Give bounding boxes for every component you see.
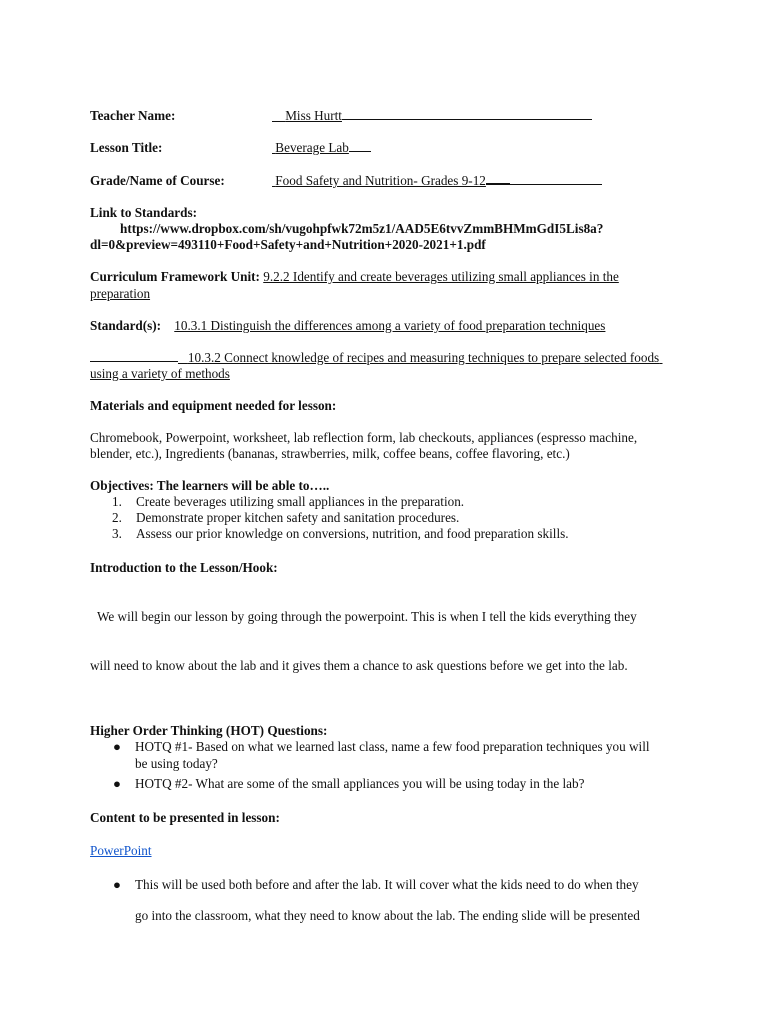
intro-heading: Introduction to the Lesson/Hook: xyxy=(90,560,278,575)
lesson-title-label: Lesson Title: xyxy=(90,140,163,155)
hotq1-line2: be using today? xyxy=(135,756,218,771)
materials-line2: blender, etc.), Ingredients (bananas, strawberries, milk, coffee beans, coffee flavoring, etc.) xyxy=(90,446,570,461)
bullet-icon: ● xyxy=(113,739,121,754)
objectives-heading: Objectives: The learners will be able to….. xyxy=(90,478,330,493)
objective-item: 1. Create beverages utilizing small appliances in the preparation. xyxy=(112,494,465,509)
curriculum-label: Curriculum Framework Unit: xyxy=(90,269,260,284)
standards-label: Standard(s): xyxy=(90,318,162,333)
powerpoint-link[interactable]: PowerPoint xyxy=(90,843,152,858)
materials-line1: Chromebook, Powerpoint, worksheet, lab reflection form, lab checkouts, appliances (espresso machine, xyxy=(90,430,638,445)
curriculum-line2: preparation xyxy=(90,286,151,301)
materials-heading: Materials and equipment needed for lesson: xyxy=(90,398,337,413)
content-heading: Content to be presented in lesson: xyxy=(90,810,280,825)
objective-item: 3. Assess our prior knowledge on conversions, nutrition, and food preparation skills. xyxy=(112,526,569,541)
course-label: Grade/Name of Course: xyxy=(90,173,225,188)
course-value: Food Safety and Nutrition- Grades 9-12 xyxy=(272,173,602,189)
standards-row-2 xyxy=(90,350,663,366)
content-line2: go into the classroom, what they need to know about the lab. The ending slide will be presented xyxy=(135,908,640,923)
intro-line2: will need to know about the lab and it gives them a chance to ask questions before we get into the lab. xyxy=(90,658,628,673)
standard-1032: 10.3.2 Connect knowledge of recipes and measuring techniques to prepare selected foods xyxy=(187,350,660,365)
teacher-name-label: Teacher Name: xyxy=(90,108,176,123)
bullet-icon: ● xyxy=(113,877,121,892)
teacher-name-value: Miss Hurtt xyxy=(272,108,592,124)
standards-row-3: using a variety of methods xyxy=(90,366,230,381)
standards-url-line1: https://www.dropbox.com/sh/vugohpfwk72m5z1/AAD5E6tvvZmmBHMmGdI5Lis8a? xyxy=(120,221,604,236)
standards-url-line2: dl=0&preview=493110+Food+Safety+and+Nutrition+2020-2021+1.pdf xyxy=(90,237,486,252)
standard-1031: 10.3.1 Distinguish the differences among a variety of food preparation techniques xyxy=(174,318,606,333)
hot-heading: Higher Order Thinking (HOT) Questions: xyxy=(90,723,328,738)
standards-row-1 xyxy=(90,318,605,334)
hotq2: HOTQ #2- What are some of the small appliances you will be using today in the lab? xyxy=(135,776,585,791)
bullet-icon: ● xyxy=(113,776,121,791)
standards-link-label: Link to Standards: xyxy=(90,205,198,220)
lesson-title-value: Beverage Lab xyxy=(272,140,371,156)
curriculum-line1 xyxy=(90,269,619,285)
curriculum-text: 9.2.2 Identify and create beverages utilizing small appliances in the xyxy=(263,269,619,284)
objective-item: 2. Demonstrate proper kitchen safety and sanitation procedures. xyxy=(112,510,460,525)
hotq1-line1: HOTQ #1- Based on what we learned last class, name a few food preparation techniques you will xyxy=(135,739,650,754)
content-line1: This will be used both before and after the lab. It will cover what the kids need to do when they xyxy=(135,877,639,892)
intro-line1: We will begin our lesson by going through the powerpoint. This is when I tell the kids everything they xyxy=(97,609,637,624)
